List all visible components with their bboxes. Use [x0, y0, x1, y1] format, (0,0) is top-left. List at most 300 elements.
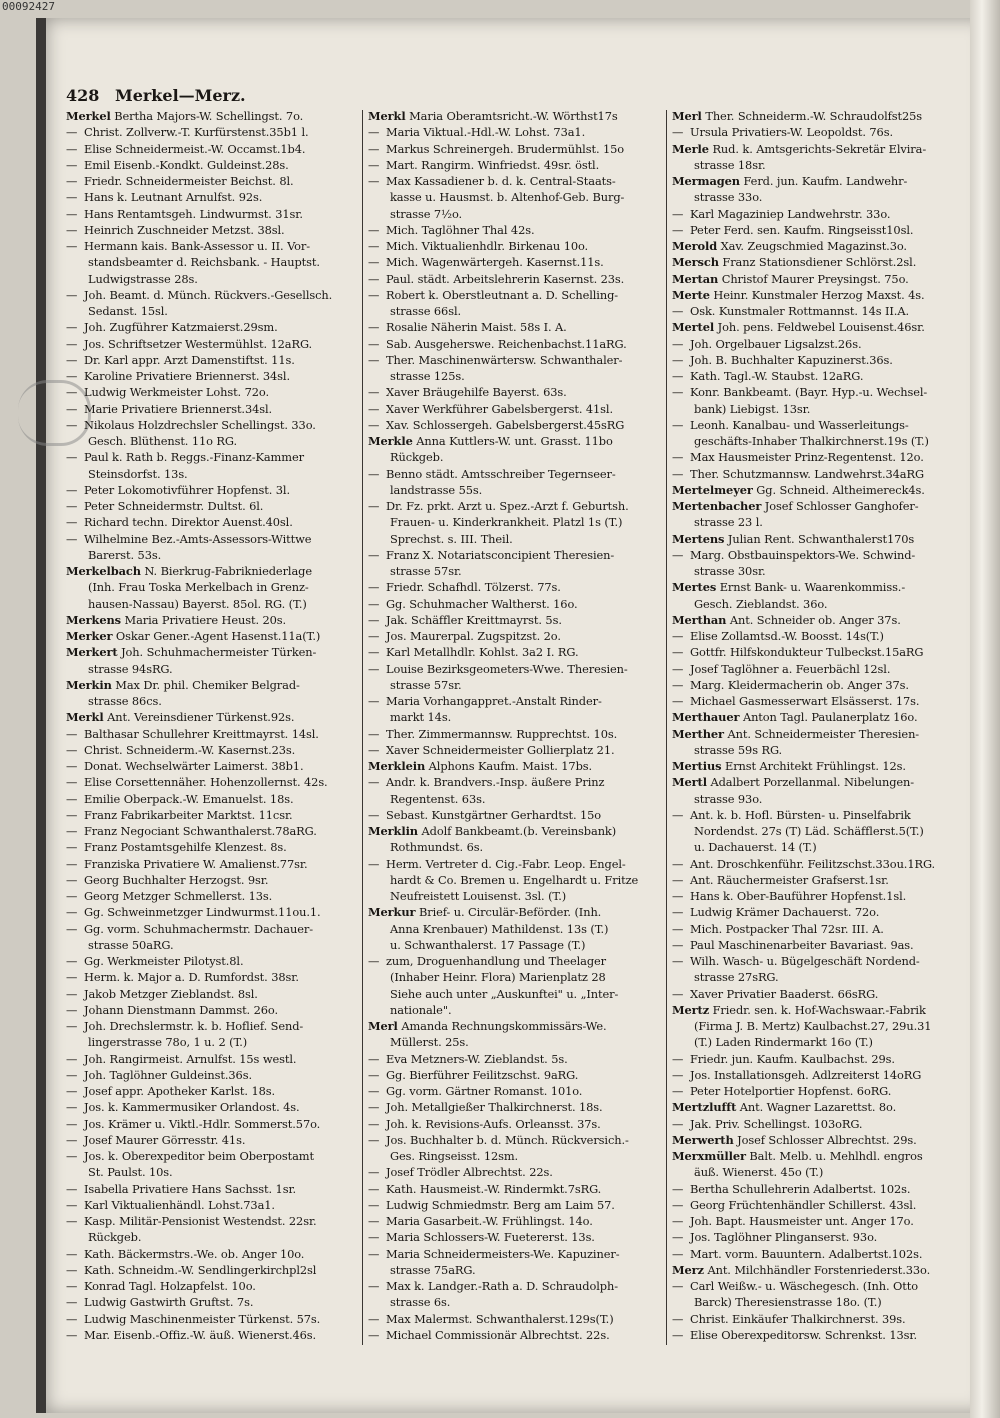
directory-entry-line: [368, 693, 660, 709]
directory-entry-line: [66, 319, 358, 335]
entry-text: Mich. Viktualienhdlr. Birkenau 10o.: [386, 239, 589, 253]
entry-text: Barck) Theresienstrasse 18o. (T.): [694, 1295, 882, 1310]
surname-heading: Merle: [672, 141, 709, 156]
entry-text: Paul Maschinenarbeiter Bavariast. 9as.: [690, 937, 914, 952]
directory-entry-line: [66, 1132, 358, 1148]
ditto-dash: —: [66, 1084, 78, 1098]
directory-entry-line: [672, 498, 964, 514]
surname-heading: Merkelbach: [66, 564, 141, 578]
directory-entry-line: [368, 206, 660, 222]
directory-entry-line: [672, 612, 964, 628]
directory-entry-line: [66, 206, 358, 222]
ditto-dash: —: [66, 824, 78, 838]
ditto-dash: —: [368, 287, 380, 302]
ditto-dash: —: [368, 1214, 380, 1228]
ditto-dash: —: [66, 450, 78, 465]
entry-text: Bertha Majors-W. Schellingst. 7o.: [110, 109, 304, 123]
ditto-dash: —: [66, 1311, 78, 1326]
entry-text: Joh. Beamt. d. Münch. Rückvers.-Gesellsch.: [84, 287, 333, 302]
ditto-dash: —: [66, 872, 78, 887]
ditto-dash: —: [368, 1132, 380, 1147]
directory-entry-line: [66, 1278, 358, 1294]
directory-entry-line: [368, 986, 660, 1002]
ditto-dash: —: [368, 726, 380, 741]
ditto-dash: —: [66, 1019, 78, 1033]
ditto-dash: —: [66, 125, 78, 140]
entry-text: Josef Maurer Görresstr. 41s.: [84, 1132, 246, 1147]
entry-text: landstrasse 55s.: [390, 482, 483, 497]
entry-text: Ant. Milchhändler Forstenriederst.33o.: [703, 1262, 931, 1277]
entry-text: Franz Postamtsgehilfe Klenzest. 8s.: [84, 840, 287, 855]
directory-entry-line: [368, 157, 660, 173]
ditto-dash: —: [66, 222, 78, 237]
directory-entry-line: [672, 661, 964, 677]
entry-text: u. Schwanthalerst. 17 Passage (T.): [390, 937, 586, 952]
directory-entry-line: [672, 693, 964, 709]
directory-entry-line: [368, 1246, 660, 1262]
entry-text: Christ. Einkäufer Thalkirchnerst. 39s.: [690, 1311, 906, 1326]
ditto-dash: —: [66, 385, 78, 400]
ditto-dash: —: [368, 1116, 380, 1131]
ditto-dash: —: [368, 1100, 380, 1115]
directory-entry-line: [368, 1099, 660, 1115]
entry-text: Georg Buchhalter Herzogst. 9sr.: [84, 872, 269, 887]
ditto-dash: —: [368, 255, 380, 270]
directory-entry-line: [368, 807, 660, 823]
column-1: [66, 108, 358, 1343]
entry-text: Jos. Krämer u. Viktl.-Hdlr. Sommerst.57o.: [84, 1116, 321, 1131]
entry-text: Ant. Räuchermeister Grafserst.1sr.: [690, 872, 889, 887]
entry-text: Konrad Tagl. Holzapfelst. 10o.: [84, 1279, 256, 1293]
entry-text: Dr. Karl appr. Arzt Damenstiftst. 11s.: [84, 352, 295, 367]
surname-heading: Merxmüller: [672, 1149, 746, 1163]
directory-entry-line: [672, 1246, 964, 1262]
entry-text: Max Hausmeister Prinz-Regentenst. 12o.: [690, 450, 924, 465]
ditto-dash: —: [368, 612, 380, 627]
ditto-dash: —: [66, 482, 78, 497]
surname-heading: Merklein: [368, 759, 426, 773]
directory-entry-line: [672, 1099, 964, 1115]
directory-entry-line: [368, 1083, 660, 1099]
entry-text: Paul k. Rath b. Reggs.-Finanz-Kammer: [84, 450, 304, 465]
surname-heading: Merkel: [66, 109, 111, 123]
entry-text: strasse 66sl.: [390, 304, 462, 318]
entry-text: Sedanst. 15sl.: [88, 304, 168, 318]
directory-entry-line: [672, 1034, 964, 1050]
entry-text: standsbeamter d. Reichsbank. - Hauptst.: [88, 255, 320, 270]
directory-entry-line: [672, 791, 964, 807]
entry-text: (Firma J. B. Mertz) Kaulbachst.27, 29u.31: [694, 1019, 932, 1033]
entry-text: Gg. Schuhmacher Waltherst. 16o.: [386, 596, 578, 611]
directory-entry-line: [66, 937, 358, 953]
entry-text: Joh. Bapt. Hausmeister unt. Anger 17o.: [690, 1214, 914, 1228]
entry-text: Leonh. Kanalbau- und Wasserleitungs-: [690, 417, 909, 432]
entry-text: äuß. Wienerst. 45o (T.): [694, 1165, 824, 1180]
ditto-dash: —: [368, 856, 380, 871]
directory-entry-line: [368, 238, 660, 254]
directory-entry-line: [368, 352, 660, 368]
entry-text: Maria Privatiere Heust. 20s.: [121, 612, 287, 627]
entry-text: Wilhelmine Bez.-Amts-Assessors-Wittwe: [84, 531, 312, 546]
ditto-dash: —: [66, 807, 78, 822]
directory-entry-line: [672, 839, 964, 855]
entry-text: Mich. Postpacker Thal 72sr. III. A.: [690, 921, 884, 936]
entry-text: Rückgeb.: [88, 1230, 142, 1245]
directory-entry-line: [672, 482, 964, 498]
entry-text: Friedr. jun. Kaufm. Kaulbachst. 29s.: [690, 1051, 895, 1066]
surname-heading: Merl: [672, 109, 702, 123]
directory-entry-line: [368, 173, 660, 189]
surname-heading: Mertzlufft: [672, 1100, 737, 1115]
surname-heading: Mertens: [672, 531, 725, 546]
ditto-dash: —: [66, 401, 78, 416]
ditto-dash: —: [66, 206, 78, 221]
entry-text: Xaver Schneidermeister Gollierplatz 21.: [386, 742, 615, 757]
directory-entry-line: [672, 726, 964, 742]
entry-text: Markus Schreinergeh. Brudermühlst. 15o: [386, 141, 625, 156]
entry-text: Ursula Privatiers-W. Leopoldst. 76s.: [690, 125, 893, 140]
directory-entry-line: [66, 271, 358, 287]
directory-entry-line: [66, 1116, 358, 1132]
directory-entry-line: [66, 807, 358, 823]
directory-entry-line: [672, 969, 964, 985]
entry-text: Mich. Wagenwärtergeh. Kasernst.11s.: [386, 255, 604, 270]
directory-entry-line: [66, 498, 358, 514]
ditto-dash: —: [66, 369, 78, 383]
directory-entry-line: [672, 531, 964, 547]
ditto-dash: —: [66, 1149, 78, 1163]
entry-text: bank) Liebigst. 13sr.: [694, 401, 811, 416]
entry-text: Paul. städt. Arbeitslehrerin Kasernst. 23s.: [386, 271, 625, 286]
directory-entry-line: [672, 904, 964, 920]
ditto-dash: —: [368, 222, 380, 237]
ditto-dash: —: [368, 352, 380, 367]
ditto-dash: —: [66, 840, 78, 855]
surname-heading: Merold: [672, 239, 718, 253]
entry-text: Eva Metzners-W. Zieblandst. 5s.: [386, 1051, 568, 1066]
entry-text: Joh. B. Buchhalter Kapuzinerst.36s.: [690, 352, 893, 367]
directory-entry-line: [368, 433, 660, 449]
ditto-dash: —: [66, 775, 78, 790]
surname-heading: Merkl: [66, 710, 104, 725]
directory-entry-line: [368, 612, 660, 628]
ditto-dash: —: [672, 1116, 684, 1131]
directory-entry-line: [66, 742, 358, 758]
entry-text: Marg. Kleidermacherin ob. Anger 37s.: [690, 677, 909, 692]
directory-entry-line: [368, 1311, 660, 1327]
ditto-dash: —: [672, 905, 684, 920]
surname-heading: Mertl: [672, 775, 707, 790]
directory-entry-line: [368, 1018, 660, 1034]
ditto-dash: —: [368, 661, 380, 676]
directory-entry-line: [672, 677, 964, 693]
surname-heading: Merl: [368, 1019, 398, 1033]
ditto-dash: —: [66, 531, 78, 546]
entry-text: Michael Commissionär Albrechtst. 22s.: [386, 1327, 610, 1342]
directory-entry-line: [368, 823, 660, 839]
entry-text: Joh. Schuhmachermeister Türken-: [117, 645, 317, 660]
entry-text: Herm. Vertreter d. Cig.-Fabr. Leop. Engel-: [386, 856, 626, 871]
ditto-dash: —: [66, 352, 78, 367]
ditto-dash: —: [368, 775, 380, 790]
surname-heading: Merkert: [66, 645, 118, 660]
directory-entry-line: [672, 1116, 964, 1132]
directory-entry-line: [66, 287, 358, 303]
directory-entry-line: [66, 336, 358, 352]
entry-text: Gg. vorm. Schuhmachermstr. Dachauer-: [84, 921, 313, 936]
directory-entry-line: [66, 969, 358, 985]
directory-entry-line: [66, 612, 358, 628]
ditto-dash: —: [368, 580, 380, 595]
directory-entry-line: [672, 514, 964, 530]
entry-text: Jos. Buchhalter b. d. Münch. Rückversich.-: [386, 1132, 629, 1147]
ditto-dash: —: [66, 791, 78, 806]
directory-entry-line: [368, 449, 660, 465]
directory-entry-line: [672, 417, 964, 433]
directory-entry-line: [368, 1197, 660, 1213]
entry-text: Jos. Schriftsetzer Westermühlst. 12aRG.: [84, 336, 313, 351]
entry-text: Ludwig Schmiedmstr. Berg am Laim 57.: [386, 1197, 615, 1212]
surname-heading: Merz: [672, 1262, 704, 1277]
entry-text: Balt. Melb. u. Mehlhdl. engros: [745, 1149, 923, 1163]
directory-entry-line: [66, 384, 358, 400]
directory-entry-line: [66, 677, 358, 693]
surname-heading: Merther: [672, 726, 724, 741]
directory-entry-line: [672, 189, 964, 205]
ditto-dash: —: [66, 726, 78, 741]
entry-text: Anna Krenbauer) Mathildenst. 13s (T.): [390, 921, 609, 936]
ditto-dash: —: [672, 954, 684, 968]
ditto-dash: —: [66, 499, 78, 513]
entry-text: Neufreistett Louisenst. 3sl. (T.): [390, 889, 567, 903]
entry-text: Joh. pens. Feldwebel Louisenst.46sr.: [714, 320, 925, 335]
directory-entry-line: [368, 271, 660, 287]
directory-entry-line: [672, 921, 964, 937]
entry-text: strasse 50aRG.: [88, 937, 174, 952]
entry-text: N. Bierkrug-Fabrikniederlage: [140, 564, 312, 578]
ditto-dash: —: [66, 1002, 78, 1017]
entry-text: Franz X. Notariatsconcipient Theresien-: [386, 547, 615, 562]
entry-text: zum, Droguenhandlung und Theelager: [386, 954, 607, 968]
ditto-dash: —: [672, 466, 684, 481]
directory-entry-line: [66, 1148, 358, 1164]
entry-text: Friedr. sen. k. Hof-Wachswaar.-Fabrik: [709, 1002, 926, 1017]
entry-text: Karoline Privatiere Briennerst. 34sl.: [84, 369, 290, 383]
directory-entry-line: [66, 173, 358, 189]
directory-entry-line: [368, 856, 660, 872]
ditto-dash: —: [66, 157, 78, 172]
directory-entry-line: [672, 888, 964, 904]
ditto-dash: —: [672, 1279, 684, 1293]
entry-text: Anton Tagl. Paulanerplatz 16o.: [739, 710, 918, 725]
directory-entry-line: [368, 384, 660, 400]
entry-text: strasse 18sr.: [694, 157, 766, 172]
entry-text: Ludwig Gastwirth Gruftst. 7s.: [84, 1295, 254, 1310]
directory-entry-line: [66, 124, 358, 140]
directory-entry-line: [368, 839, 660, 855]
ditto-dash: —: [66, 1214, 78, 1228]
ditto-dash: —: [368, 499, 380, 513]
directory-entry-line: [672, 1294, 964, 1310]
ditto-dash: —: [672, 369, 684, 383]
directory-entry-line: [368, 222, 660, 238]
entry-text: Jos. Installationsgeh. Adlzreiterst 14oRG: [690, 1067, 922, 1082]
directory-entry-line: [66, 563, 358, 579]
entry-text: Maria Schneidermeisters-We. Kapuziner-: [386, 1246, 620, 1261]
ditto-dash: —: [66, 954, 78, 968]
entry-text: Peter Ferd. sen. Kaufm. Ringseisst10sl.: [690, 222, 914, 237]
directory-entry-line: [66, 1164, 358, 1180]
directory-entry-line: [672, 319, 964, 335]
entry-text: Hans Rentamtsgeh. Lindwurmst. 31sr.: [84, 206, 303, 221]
entry-text: Ther. Schneiderm.-W. Schraudolfst25s: [701, 109, 923, 123]
entry-text: Marie Privatiere Briennerst.34sl.: [84, 401, 273, 416]
ditto-dash: —: [368, 1246, 380, 1261]
entry-text: Sprechst. s. III. Theil.: [390, 531, 513, 546]
entry-text: Rosalie Näherin Maist. 58s I. A.: [386, 320, 567, 335]
entry-text: Franziska Privatiere W. Amalienst.77sr.: [84, 856, 308, 871]
directory-entry-line: [368, 904, 660, 920]
entry-text: Carl Weißw.- u. Wäschegesch. (Inh. Otto: [690, 1279, 919, 1293]
entry-text: Louise Bezirksgeometers-Wwe. Theresien-: [386, 661, 628, 676]
surname-heading: Merthauer: [672, 710, 740, 725]
entry-text: Rothmundst. 6s.: [390, 840, 483, 855]
entry-text: Brief- u. Circulär-Beförder. (Inh.: [415, 905, 602, 920]
directory-entry-line: [66, 1002, 358, 1018]
entry-text: Julian Rent. Schwanthalerst170s: [724, 531, 915, 546]
entry-text: strasse 30sr.: [694, 564, 766, 578]
directory-entry-line: [368, 1034, 660, 1050]
page-title: Merkel—Merz.: [114, 86, 246, 105]
entry-text: Ant. Droschkenführ. Feilitzschst.33ou.1RG.: [690, 856, 936, 871]
directory-entry-line: [672, 1132, 964, 1148]
directory-entry-line: [66, 709, 358, 725]
ditto-dash: —: [66, 1246, 78, 1261]
surname-heading: Mermagen: [672, 174, 740, 188]
directory-entry-line: [66, 644, 358, 660]
directory-entry-line: [66, 1327, 358, 1343]
entry-text: Hermann kais. Bank-Assessor u. II. Vor-: [84, 239, 310, 253]
ditto-dash: —: [368, 1279, 380, 1293]
entry-text: Friedr. Schafhdl. Tölzerst. 77s.: [386, 580, 561, 595]
entry-text: hardt & Co. Bremen u. Engelhardt u. Fritze: [390, 872, 639, 887]
entry-text: Maria Schlossers-W. Fuetererst. 13s.: [386, 1230, 595, 1245]
directory-entry-line: [66, 888, 358, 904]
directory-entry-line: [368, 189, 660, 205]
directory-entry-line: [368, 774, 660, 790]
ditto-dash: —: [672, 336, 684, 351]
ditto-dash: —: [66, 970, 78, 985]
ditto-dash: —: [66, 1067, 78, 1082]
directory-entry-line: [672, 1181, 964, 1197]
directory-entry-line: [672, 742, 964, 758]
directory-entry-line: [66, 823, 358, 839]
entry-text: Osk. Kunstmaler Rottmannst. 14s II.A.: [690, 304, 909, 318]
entry-text: geschäfts-Inhaber Thalkirchnerst.19s (T.): [694, 434, 929, 448]
entry-text: Joh. Drechslermstr. k. b. Hoflief. Send-: [84, 1019, 304, 1033]
entry-text: Gg. Schweinmetzger Lindwurmst.11ou.1.: [84, 905, 321, 920]
directory-entry-line: [66, 872, 358, 888]
ditto-dash: —: [672, 206, 684, 221]
entry-text: Gg. vorm. Gärtner Romanst. 101o.: [386, 1084, 583, 1098]
directory-entry-line: [672, 401, 964, 417]
entry-text: Ant. Vereinsdiener Türkenst.92s.: [103, 710, 295, 725]
entry-text: Max k. Landger.-Rath a. D. Schraudolph-: [386, 1279, 618, 1293]
entry-text: Jos. k. Oberexpeditor beim Oberpostamt: [84, 1149, 314, 1163]
directory-entry-line: [672, 222, 964, 238]
entry-text: Konr. Bankbeamt. (Bayr. Hyp.-u. Wechsel-: [690, 385, 928, 400]
entry-text: hausen-Nassau) Bayerst. 85ol. RG. (T.): [88, 596, 307, 611]
surname-heading: Merkur: [368, 905, 416, 920]
entry-text: Kath. Schneidm.-W. Sendlingerkirchpl2sl: [84, 1262, 317, 1277]
column-2: [368, 108, 660, 1343]
ditto-dash: —: [368, 239, 380, 253]
entry-text: Wilh. Wasch- u. Bügelgeschäft Nordend-: [690, 954, 920, 968]
entry-text: Josef Trödler Albrechtst. 22s.: [386, 1165, 553, 1180]
directory-entry-line: [66, 238, 358, 254]
directory-entry-line: [672, 254, 964, 270]
directory-entry-line: [672, 807, 964, 823]
directory-entry-line: [66, 579, 358, 595]
directory-entry-line: [368, 709, 660, 725]
directory-entry-line: [368, 1067, 660, 1083]
entry-text: Joh. k. Revisions-Aufs. Orleansst. 37s.: [386, 1116, 601, 1131]
directory-entry-line: [368, 1116, 660, 1132]
entry-text: Ant. Schneider ob. Anger 37s.: [726, 612, 901, 627]
entry-text: Elise Oberexpeditorsw. Schrenkst. 13sr.: [690, 1327, 917, 1342]
ditto-dash: —: [672, 1327, 684, 1342]
entry-text: Gesch. Zieblandst. 36o.: [694, 596, 828, 611]
entry-text: Robert k. Oberstleutnant a. D. Schelling-: [386, 287, 619, 302]
ditto-dash: —: [66, 921, 78, 936]
ditto-dash: —: [368, 694, 380, 708]
directory-entry-line: [672, 547, 964, 563]
directory-entry-line: [368, 563, 660, 579]
entry-text: Christof Maurer Preysingst. 75o.: [718, 271, 909, 286]
ditto-dash: —: [66, 905, 78, 920]
entry-text: Gg. Schneid. Altheimereck4s.: [752, 482, 925, 497]
entry-text: Peter Hotelportier Hopfenst. 6oRG.: [690, 1084, 892, 1098]
entry-text: Dr. Fz. prkt. Arzt u. Spez.-Arzt f. Geburtsh.: [386, 499, 629, 513]
entry-text: Max Dr. phil. Chemiker Belgrad-: [111, 677, 300, 692]
entry-text: Peter Schneidermstr. Dultst. 6l.: [84, 499, 264, 513]
entry-text: Ludwig Krämer Dachauerst. 72o.: [690, 905, 880, 920]
directory-entry-line: [368, 417, 660, 433]
directory-entry-line: [66, 1051, 358, 1067]
entry-text: Xav. Schlossergeh. Gabelsbergerst.45sRG: [386, 417, 625, 432]
directory-entry-line: [66, 628, 358, 644]
entry-text: strasse 57sr.: [390, 564, 462, 578]
directory-entry-line: [66, 758, 358, 774]
directory-entry-line: [66, 726, 358, 742]
entry-text: Karl Viktualienhändl. Lohst.73a1.: [84, 1197, 275, 1212]
directory-entry-line: [672, 1051, 964, 1067]
directory-entry-line: [66, 1229, 358, 1245]
directory-entry-line: [672, 271, 964, 287]
directory-entry-line: [368, 596, 660, 612]
entry-text: Christ. Schneiderm.-W. Kasernst.23s.: [84, 742, 296, 757]
directory-entry-line: [672, 1278, 964, 1294]
directory-entry-line: [368, 1213, 660, 1229]
entry-text: Ges. Ringseisst. 12sm.: [390, 1149, 519, 1163]
directory-entry-line: [672, 872, 964, 888]
ditto-dash: —: [672, 629, 684, 643]
directory-entry-line: [672, 937, 964, 953]
directory-entry-line: [66, 482, 358, 498]
book-edge: [970, 0, 1000, 1418]
entry-text: (Inhaber Heinr. Flora) Marienplatz 28: [390, 970, 606, 985]
entry-text: Peter Lokomotivführer Hopfenst. 3l.: [84, 482, 290, 497]
